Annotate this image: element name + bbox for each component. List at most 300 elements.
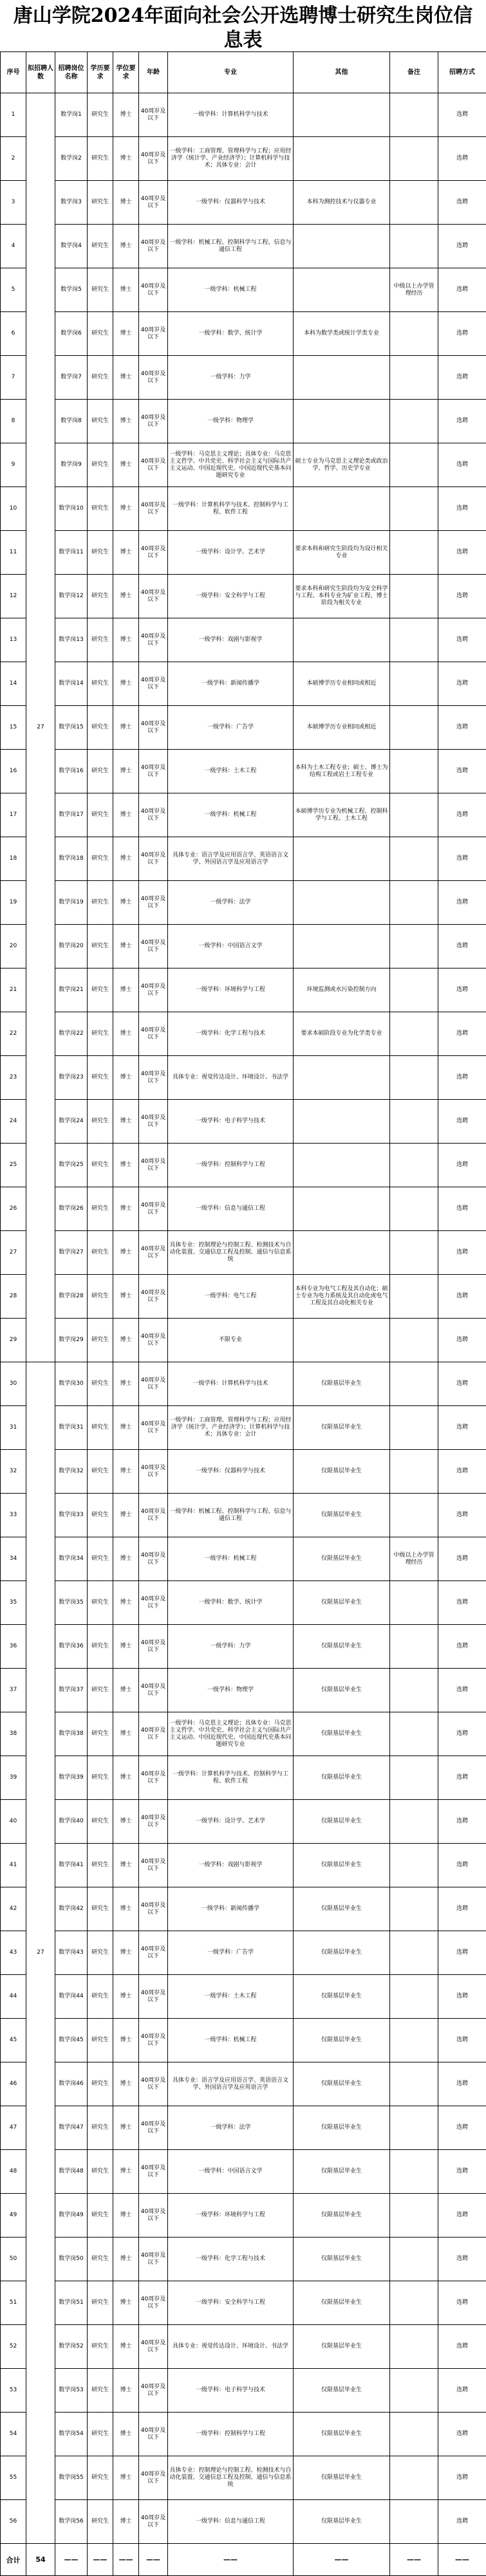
table-row <box>1 1537 486 1581</box>
table-row <box>1 2325 486 2369</box>
table-row <box>1 1144 486 1187</box>
cell-note <box>390 1231 438 1275</box>
cell-age: 40周岁及以下 <box>139 618 168 662</box>
cell-major: 一级学科：工商管理、管理科学与工程；应用经济学（统计学、产业经济学）；计算机科学与技术；具体专业：会计 <box>168 1406 294 1450</box>
cell-age: 40周岁及以下 <box>139 1931 168 1975</box>
cell-post: 数学岗40 <box>55 1800 88 1844</box>
cell-seq: 2 <box>1 137 26 181</box>
cell-note <box>390 1012 438 1056</box>
cell-edu: 研究生 <box>88 487 113 531</box>
col-header-major: 专业 <box>168 52 294 93</box>
cell-seq: 33 <box>1 1494 26 1537</box>
cell-other <box>294 400 390 443</box>
cell-age: 40周岁及以下 <box>139 662 168 706</box>
cell-seq: 54 <box>1 2413 26 2456</box>
cell-age: 40周岁及以下 <box>139 1012 168 1056</box>
cell-note <box>390 1756 438 1800</box>
cell-other: 仅限基层毕业生 <box>294 2062 390 2106</box>
cell-age: 40周岁及以下 <box>139 1669 168 1712</box>
table-row <box>1 1712 486 1756</box>
cell-seq: 30 <box>1 1362 26 1406</box>
cell-other: 仅限基层毕业生 <box>294 1669 390 1712</box>
cell-major: 具体专业：控制理论与控制工程、检测技术与自动化装置、交通信息工程及控制、通信与信息系统 <box>168 1231 294 1275</box>
table-row <box>1 2019 486 2062</box>
cell-method: 选聘 <box>438 93 486 137</box>
cell-other <box>294 225 390 268</box>
cell-major: 一级学科：机械工程 <box>168 2019 294 2062</box>
cell-post: 数学岗44 <box>55 1975 88 2019</box>
cell-method: 选聘 <box>438 1362 486 1406</box>
cell-major: 一级学科：物理学 <box>168 400 294 443</box>
cell-post: 数学岗18 <box>55 837 88 881</box>
col-header-quota: 拟招聘人数 <box>26 52 55 93</box>
cell-seq: 52 <box>1 2325 26 2369</box>
table-row <box>1 1406 486 1450</box>
cell-other: 仅限基层毕业生 <box>294 1975 390 2019</box>
cell-edu: 研究生 <box>88 1056 113 1100</box>
cell-age: 40周岁及以下 <box>139 137 168 181</box>
cell-seq: 12 <box>1 575 26 618</box>
total-dash: —— <box>438 2544 486 2576</box>
cell-method: 选聘 <box>438 1887 486 1931</box>
cell-post: 数学岗12 <box>55 575 88 618</box>
table-row <box>1 1975 486 2019</box>
table-row <box>1 1625 486 1669</box>
cell-age: 40周岁及以下 <box>139 2413 168 2456</box>
cell-other: 仅限基层毕业生 <box>294 1625 390 1669</box>
cell-note <box>390 2194 438 2238</box>
total-dash: —— <box>390 2544 438 2576</box>
cell-age: 40周岁及以下 <box>139 793 168 837</box>
cell-method: 选聘 <box>438 2456 486 2500</box>
cell-other <box>294 1231 390 1275</box>
cell-age: 40周岁及以下 <box>139 2456 168 2500</box>
cell-note <box>390 662 438 706</box>
cell-degree: 博士 <box>113 1187 139 1231</box>
table-row <box>1 1100 486 1144</box>
cell-edu: 研究生 <box>88 1581 113 1625</box>
cell-note <box>390 225 438 268</box>
table-row <box>1 1669 486 1712</box>
cell-other <box>294 487 390 531</box>
cell-edu: 研究生 <box>88 2325 113 2369</box>
cell-method: 选聘 <box>438 1581 486 1625</box>
cell-post: 数学岗16 <box>55 750 88 793</box>
table-row <box>1 356 486 400</box>
table-row <box>1 2369 486 2413</box>
cell-other: 仅限基层毕业生 <box>294 1537 390 1581</box>
cell-age: 40周岁及以下 <box>139 2106 168 2150</box>
cell-major: 一级学科：力学 <box>168 356 294 400</box>
cell-edu: 研究生 <box>88 93 113 137</box>
cell-edu: 研究生 <box>88 1450 113 1494</box>
cell-method: 选聘 <box>438 1669 486 1712</box>
cell-degree: 博士 <box>113 881 139 925</box>
cell-major: 一级学科：机械工程、控制科学与工程、信息与通信工程 <box>168 1494 294 1537</box>
cell-major: 一级学科：化学工程与技术 <box>168 2238 294 2281</box>
table-row <box>1 750 486 793</box>
cell-other <box>294 268 390 312</box>
cell-note <box>390 2281 438 2325</box>
total-dash: —— <box>168 2544 294 2576</box>
cell-degree: 博士 <box>113 2413 139 2456</box>
cell-seq: 56 <box>1 2500 26 2544</box>
cell-age: 40周岁及以下 <box>139 1712 168 1756</box>
cell-edu: 研究生 <box>88 1844 113 1887</box>
cell-note <box>390 2106 438 2150</box>
cell-seq: 7 <box>1 356 26 400</box>
cell-post: 数学岗54 <box>55 2413 88 2456</box>
cell-other: 环境监测或水污染控制方向 <box>294 968 390 1012</box>
cell-edu: 研究生 <box>88 1712 113 1756</box>
cell-quota: 27 <box>26 93 55 1362</box>
table-row <box>1 1887 486 1931</box>
cell-age: 40周岁及以下 <box>139 1975 168 2019</box>
cell-note <box>390 2062 438 2106</box>
total-dash: —— <box>55 2544 88 2576</box>
cell-seq: 1 <box>1 93 26 137</box>
cell-post: 数学岗26 <box>55 1187 88 1231</box>
cell-age: 40周岁及以下 <box>139 837 168 881</box>
cell-edu: 研究生 <box>88 1362 113 1406</box>
cell-note <box>390 881 438 925</box>
cell-major: 一级学科：新闻传播学 <box>168 1887 294 1931</box>
cell-degree: 博士 <box>113 1406 139 1450</box>
cell-note <box>390 2325 438 2369</box>
cell-method: 选聘 <box>438 356 486 400</box>
cell-other <box>294 1319 390 1362</box>
cell-other <box>294 356 390 400</box>
cell-degree: 博士 <box>113 575 139 618</box>
cell-age: 40周岁及以下 <box>139 1406 168 1450</box>
cell-method: 选聘 <box>438 487 486 531</box>
cell-edu: 研究生 <box>88 2456 113 2500</box>
table-row <box>1 1494 486 1537</box>
cell-degree: 博士 <box>113 1144 139 1187</box>
cell-edu: 研究生 <box>88 1931 113 1975</box>
cell-age: 40周岁及以下 <box>139 225 168 268</box>
cell-other: 仅限基层毕业生 <box>294 2325 390 2369</box>
cell-seq: 31 <box>1 1406 26 1450</box>
cell-note <box>390 1144 438 1187</box>
cell-post: 数学岗33 <box>55 1494 88 1537</box>
cell-age: 40周岁及以下 <box>139 925 168 968</box>
cell-method: 选聘 <box>438 2150 486 2194</box>
total-dash: —— <box>88 2544 113 2576</box>
cell-method: 选聘 <box>438 1800 486 1844</box>
cell-other: 本科为土木工程专业；硕士、博士为结构工程或岩土工程专业 <box>294 750 390 793</box>
cell-other <box>294 93 390 137</box>
cell-post: 数学岗48 <box>55 2150 88 2194</box>
cell-edu: 研究生 <box>88 1144 113 1187</box>
cell-major: 一级学科：计算机科学与技术 <box>168 1362 294 1406</box>
cell-major: 一级学科：电子科学与技术 <box>168 2369 294 2413</box>
cell-degree: 博士 <box>113 1887 139 1931</box>
cell-method: 选聘 <box>438 268 486 312</box>
cell-seq: 4 <box>1 225 26 268</box>
table-row <box>1 925 486 968</box>
cell-degree: 博士 <box>113 1975 139 2019</box>
table-row <box>1 1012 486 1056</box>
cell-post: 数学岗36 <box>55 1625 88 1669</box>
cell-post: 数学岗32 <box>55 1450 88 1494</box>
cell-post: 数学岗8 <box>55 400 88 443</box>
cell-other: 仅限基层毕业生 <box>294 1844 390 1887</box>
cell-edu: 研究生 <box>88 1187 113 1231</box>
cell-note <box>390 1581 438 1625</box>
cell-degree: 博士 <box>113 1844 139 1887</box>
cell-degree: 博士 <box>113 793 139 837</box>
cell-method: 选聘 <box>438 1187 486 1231</box>
cell-degree: 博士 <box>113 400 139 443</box>
cell-method: 选聘 <box>438 1275 486 1319</box>
cell-note <box>390 1450 438 1494</box>
cell-seq: 18 <box>1 837 26 881</box>
cell-note: 中级以上办学管理经历 <box>390 1537 438 1581</box>
col-header-note: 备注 <box>390 52 438 93</box>
cell-age: 40周岁及以下 <box>139 443 168 487</box>
cell-post: 数学岗42 <box>55 1887 88 1931</box>
cell-seq: 27 <box>1 1231 26 1275</box>
cell-edu: 研究生 <box>88 2369 113 2413</box>
cell-major: 一级学科：土木工程 <box>168 750 294 793</box>
cell-method: 选聘 <box>438 2369 486 2413</box>
cell-method: 选聘 <box>438 1319 486 1362</box>
cell-other: 仅限基层毕业生 <box>294 2281 390 2325</box>
cell-major: 具体专业：控制理论与控制工程、检测技术与自动化装置、交通信息工程及控制、通信与信息系统 <box>168 2456 294 2500</box>
cell-note <box>390 1319 438 1362</box>
cell-edu: 研究生 <box>88 1012 113 1056</box>
cell-major: 一级学科：电气工程 <box>168 1275 294 1319</box>
cell-major: 一级学科：电子科学与技术 <box>168 1100 294 1144</box>
cell-degree: 博士 <box>113 2062 139 2106</box>
cell-seq: 40 <box>1 1800 26 1844</box>
total-count: 54 <box>26 2544 55 2576</box>
cell-other: 仅限基层毕业生 <box>294 1756 390 1800</box>
cell-age: 40周岁及以下 <box>139 1100 168 1144</box>
table-row <box>1 1844 486 1887</box>
cell-note <box>390 2238 438 2281</box>
cell-degree: 博士 <box>113 662 139 706</box>
cell-seq: 24 <box>1 1100 26 1144</box>
cell-seq: 8 <box>1 400 26 443</box>
table-row <box>1 968 486 1012</box>
cell-other <box>294 1144 390 1187</box>
cell-age: 40周岁及以下 <box>139 1581 168 1625</box>
cell-other: 仅限基层毕业生 <box>294 1931 390 1975</box>
table-row <box>1 1581 486 1625</box>
cell-other: 本科专业为电气工程及其自动化；硕士专业为电力系统及其自动化或电气工程及其自动化相关专业 <box>294 1275 390 1319</box>
cell-other: 本科为测控技术与仪器专业 <box>294 181 390 225</box>
cell-note <box>390 706 438 750</box>
cell-edu: 研究生 <box>88 1625 113 1669</box>
cell-edu: 研究生 <box>88 1406 113 1450</box>
cell-method: 选聘 <box>438 2194 486 2238</box>
col-header-seq: 序号 <box>1 52 26 93</box>
cell-note: 中级以上办学管理经历 <box>390 268 438 312</box>
cell-method: 选聘 <box>438 2500 486 2544</box>
cell-edu: 研究生 <box>88 2106 113 2150</box>
cell-age: 40周岁及以下 <box>139 1231 168 1275</box>
cell-major: 一级学科：中国语言文学 <box>168 2150 294 2194</box>
cell-major: 一级学科：仪器科学与技术 <box>168 1450 294 1494</box>
cell-degree: 博士 <box>113 225 139 268</box>
cell-post: 数学岗51 <box>55 2281 88 2325</box>
cell-seq: 29 <box>1 1319 26 1362</box>
cell-method: 选聘 <box>438 2019 486 2062</box>
cell-major: 一级学科：数学、统计学 <box>168 1581 294 1625</box>
cell-degree: 博士 <box>113 1800 139 1844</box>
cell-post: 数学岗29 <box>55 1319 88 1362</box>
cell-seq: 17 <box>1 793 26 837</box>
cell-post: 数学岗3 <box>55 181 88 225</box>
cell-age: 40周岁及以下 <box>139 356 168 400</box>
cell-edu: 研究生 <box>88 575 113 618</box>
cell-note <box>390 618 438 662</box>
cell-age: 40周岁及以下 <box>139 1887 168 1931</box>
cell-age: 40周岁及以下 <box>139 1844 168 1887</box>
table-row <box>1 618 486 662</box>
cell-seq: 16 <box>1 750 26 793</box>
cell-degree: 博士 <box>113 618 139 662</box>
cell-method: 选聘 <box>438 1056 486 1100</box>
cell-major: 一级学科：计算机科学与技术、控制科学与工程、软件工程 <box>168 487 294 531</box>
cell-note <box>390 181 438 225</box>
table-row <box>1 400 486 443</box>
table-row <box>1 181 486 225</box>
cell-major: 一级学科：土木工程 <box>168 1975 294 2019</box>
cell-seq: 19 <box>1 881 26 925</box>
positions-table <box>0 51 486 2576</box>
cell-other: 要求本科和研究生阶段均为安全科学与工程、本科专业为矿业工程、博士阶段为相关专业 <box>294 575 390 618</box>
cell-other: 仅限基层毕业生 <box>294 1581 390 1625</box>
cell-seq: 39 <box>1 1756 26 1800</box>
table-row <box>1 225 486 268</box>
cell-edu: 研究生 <box>88 356 113 400</box>
cell-note <box>390 1931 438 1975</box>
cell-major: 一级学科：力学 <box>168 1625 294 1669</box>
cell-edu: 研究生 <box>88 837 113 881</box>
cell-degree: 博士 <box>113 2281 139 2325</box>
cell-seq: 41 <box>1 1844 26 1887</box>
cell-seq: 44 <box>1 1975 26 2019</box>
cell-major: 一级学科：戏剧与影视学 <box>168 1844 294 1887</box>
table-row <box>1 1231 486 1275</box>
cell-major: 一级学科：法学 <box>168 2106 294 2150</box>
cell-post: 数学岗10 <box>55 487 88 531</box>
cell-post: 数学岗53 <box>55 2369 88 2413</box>
cell-seq: 20 <box>1 925 26 968</box>
cell-post: 数学岗56 <box>55 2500 88 2544</box>
cell-other <box>294 1100 390 1144</box>
cell-note <box>390 2456 438 2500</box>
cell-seq: 9 <box>1 443 26 487</box>
cell-seq: 14 <box>1 662 26 706</box>
cell-major: 一级学科：广告学 <box>168 1931 294 1975</box>
cell-edu: 研究生 <box>88 1100 113 1144</box>
cell-method: 选聘 <box>438 2413 486 2456</box>
cell-degree: 博士 <box>113 2500 139 2544</box>
cell-age: 40周岁及以下 <box>139 750 168 793</box>
table-row <box>1 487 486 531</box>
total-label: 合计 <box>1 2544 26 2576</box>
cell-degree: 博士 <box>113 268 139 312</box>
cell-edu: 研究生 <box>88 531 113 575</box>
cell-other: 仅限基层毕业生 <box>294 2500 390 2544</box>
cell-age: 40周岁及以下 <box>139 2062 168 2106</box>
cell-seq: 6 <box>1 312 26 356</box>
cell-edu: 研究生 <box>88 968 113 1012</box>
cell-other: 仅限基层毕业生 <box>294 2369 390 2413</box>
cell-note <box>390 1362 438 1406</box>
cell-major: 一级学科：马克思主义理论；具体专业：马克思主义哲学、中共党史、科学社会主义与国际共产主义运动、中国近现代史、中国近现代史基本问题研究专业 <box>168 1712 294 1756</box>
table-row <box>1 2281 486 2325</box>
cell-note <box>390 2369 438 2413</box>
cell-major: 一级学科：设计学、艺术学 <box>168 1800 294 1844</box>
cell-method: 选聘 <box>438 618 486 662</box>
cell-method: 选聘 <box>438 793 486 837</box>
cell-note <box>390 487 438 531</box>
table-row <box>1 1931 486 1975</box>
table-row <box>1 2194 486 2238</box>
cell-other <box>294 618 390 662</box>
cell-method: 选聘 <box>438 1100 486 1144</box>
cell-edu: 研究生 <box>88 925 113 968</box>
cell-other: 仅限基层毕业生 <box>294 1887 390 1931</box>
cell-degree: 博士 <box>113 181 139 225</box>
cell-major: 具体专业：语言学及应用语言学、英语语言文学、外国语言学及应用语言学 <box>168 837 294 881</box>
cell-other: 仅限基层毕业生 <box>294 2150 390 2194</box>
table-row <box>1 2413 486 2456</box>
table-row <box>1 2456 486 2500</box>
table-row <box>1 575 486 618</box>
cell-post: 数学岗25 <box>55 1144 88 1187</box>
cell-other: 仅限基层毕业生 <box>294 2019 390 2062</box>
cell-seq: 51 <box>1 2281 26 2325</box>
cell-post: 数学岗52 <box>55 2325 88 2369</box>
cell-other: 仅限基层毕业生 <box>294 2456 390 2500</box>
cell-seq: 3 <box>1 181 26 225</box>
cell-major: 一级学科：仪器科学与技术 <box>168 181 294 225</box>
cell-degree: 博士 <box>113 137 139 181</box>
cell-note <box>390 1712 438 1756</box>
cell-seq: 55 <box>1 2456 26 2500</box>
cell-method: 选聘 <box>438 531 486 575</box>
cell-age: 40周岁及以下 <box>139 268 168 312</box>
cell-age: 40周岁及以下 <box>139 2238 168 2281</box>
cell-method: 选聘 <box>438 312 486 356</box>
table-row <box>1 1756 486 1800</box>
col-header-method: 招聘方式 <box>438 52 486 93</box>
cell-edu: 研究生 <box>88 225 113 268</box>
cell-edu: 研究生 <box>88 137 113 181</box>
cell-edu: 研究生 <box>88 1800 113 1844</box>
cell-post: 数学岗7 <box>55 356 88 400</box>
cell-other <box>294 1056 390 1100</box>
cell-edu: 研究生 <box>88 312 113 356</box>
cell-major: 一级学科：机械工程 <box>168 793 294 837</box>
cell-post: 数学岗1 <box>55 93 88 137</box>
cell-edu: 研究生 <box>88 2281 113 2325</box>
cell-edu: 研究生 <box>88 1887 113 1931</box>
cell-post: 数学岗49 <box>55 2194 88 2238</box>
cell-note <box>390 2019 438 2062</box>
cell-age: 40周岁及以下 <box>139 706 168 750</box>
cell-seq: 48 <box>1 2150 26 2194</box>
table-row <box>1 1800 486 1844</box>
cell-post: 数学岗5 <box>55 268 88 312</box>
cell-post: 数学岗47 <box>55 2106 88 2150</box>
